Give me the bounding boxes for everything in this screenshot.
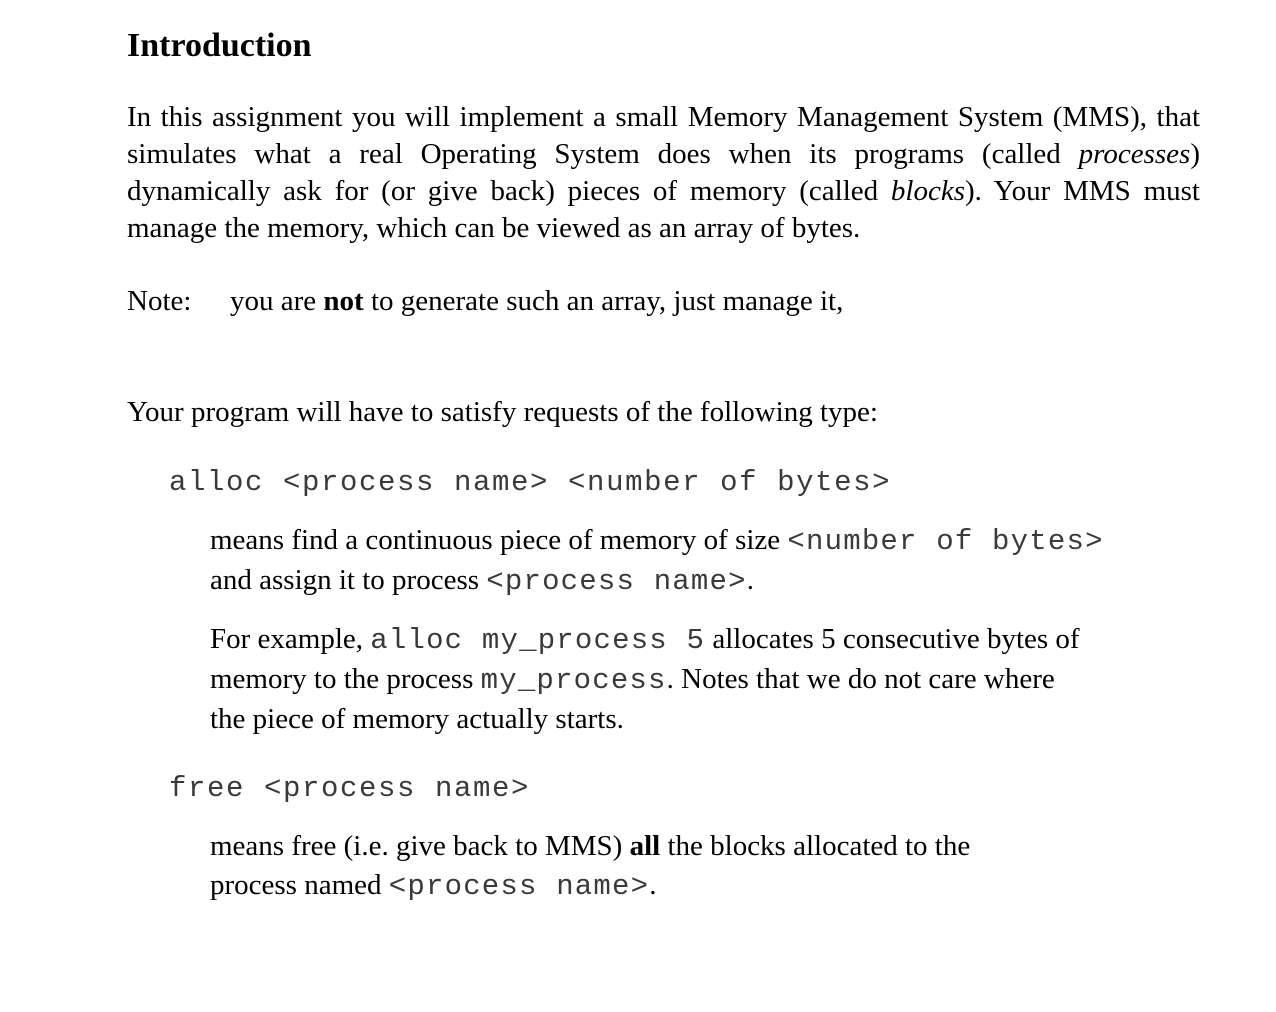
requests-intro: Your program will have to satisfy requests of the following type: xyxy=(127,396,878,428)
alloc-desc-end-2: . xyxy=(746,564,754,596)
example-text-1: For example, xyxy=(210,623,371,655)
free-desc-after: the blocks allocated to the xyxy=(660,830,971,862)
note-text-before: you are xyxy=(230,285,324,317)
free-desc-code-2: <process name> xyxy=(388,870,650,903)
free-description xyxy=(210,827,1170,906)
example-end-1: allocates 5 consecutive bytes of xyxy=(705,623,1080,655)
example-line-2 xyxy=(210,660,1170,700)
example-end-2: . Notes that we do not care where xyxy=(666,663,1055,695)
intro-text-3: ). Your MMS must manage the memory, which can be viewed as an array of bytes. xyxy=(127,175,1200,244)
alloc-example xyxy=(210,620,1170,739)
section-heading: Introduction xyxy=(127,27,312,64)
alloc-desc-code-1: <number of bytes> xyxy=(787,525,1104,558)
alloc-desc-line-2 xyxy=(210,561,1170,601)
free-desc-text-2: process named xyxy=(210,869,389,901)
free-desc-before: means free (i.e. give back to MMS) xyxy=(210,830,630,862)
free-desc-bold: all xyxy=(629,830,661,862)
note-paragraph xyxy=(127,283,1200,320)
alloc-desc-text-1: means find a continuous piece of memory of size xyxy=(210,524,788,556)
note-text-after: to generate such an array, just manage it, xyxy=(363,285,844,317)
example-code-1: alloc my_process 5 xyxy=(370,624,706,657)
example-text-2: memory to the process xyxy=(210,663,481,695)
intro-paragraph xyxy=(127,99,1200,247)
alloc-description xyxy=(210,521,1170,601)
note-label: Note: xyxy=(127,285,192,317)
alloc-desc-line-1 xyxy=(210,521,1170,561)
processes-term: processes xyxy=(1078,138,1191,170)
free-desc-end-2: . xyxy=(649,869,657,901)
alloc-desc-code-2: <process name> xyxy=(486,565,747,598)
intro-text-1: In this assignment you will implement a small Memory Management System (MMS), that simulates what a real Operating System does when its programs (called xyxy=(127,101,1200,170)
example-line-1 xyxy=(210,620,1170,660)
note-emphasis: not xyxy=(323,285,364,317)
alloc-command: alloc <process name> <number of bytes> xyxy=(169,466,892,499)
alloc-desc-text-2: and assign it to process xyxy=(210,564,487,596)
example-line-3: the piece of memory actually starts. xyxy=(210,703,624,735)
blocks-term: blocks xyxy=(890,175,966,207)
free-desc-line-1 xyxy=(210,827,1170,866)
free-command: free <process name> xyxy=(169,772,531,805)
example-code-2: my_process xyxy=(480,664,667,697)
intro-text-2: ) dynamically ask for (or give back) pieces of memory (called xyxy=(127,138,1200,207)
free-desc-line-2 xyxy=(210,866,1170,906)
